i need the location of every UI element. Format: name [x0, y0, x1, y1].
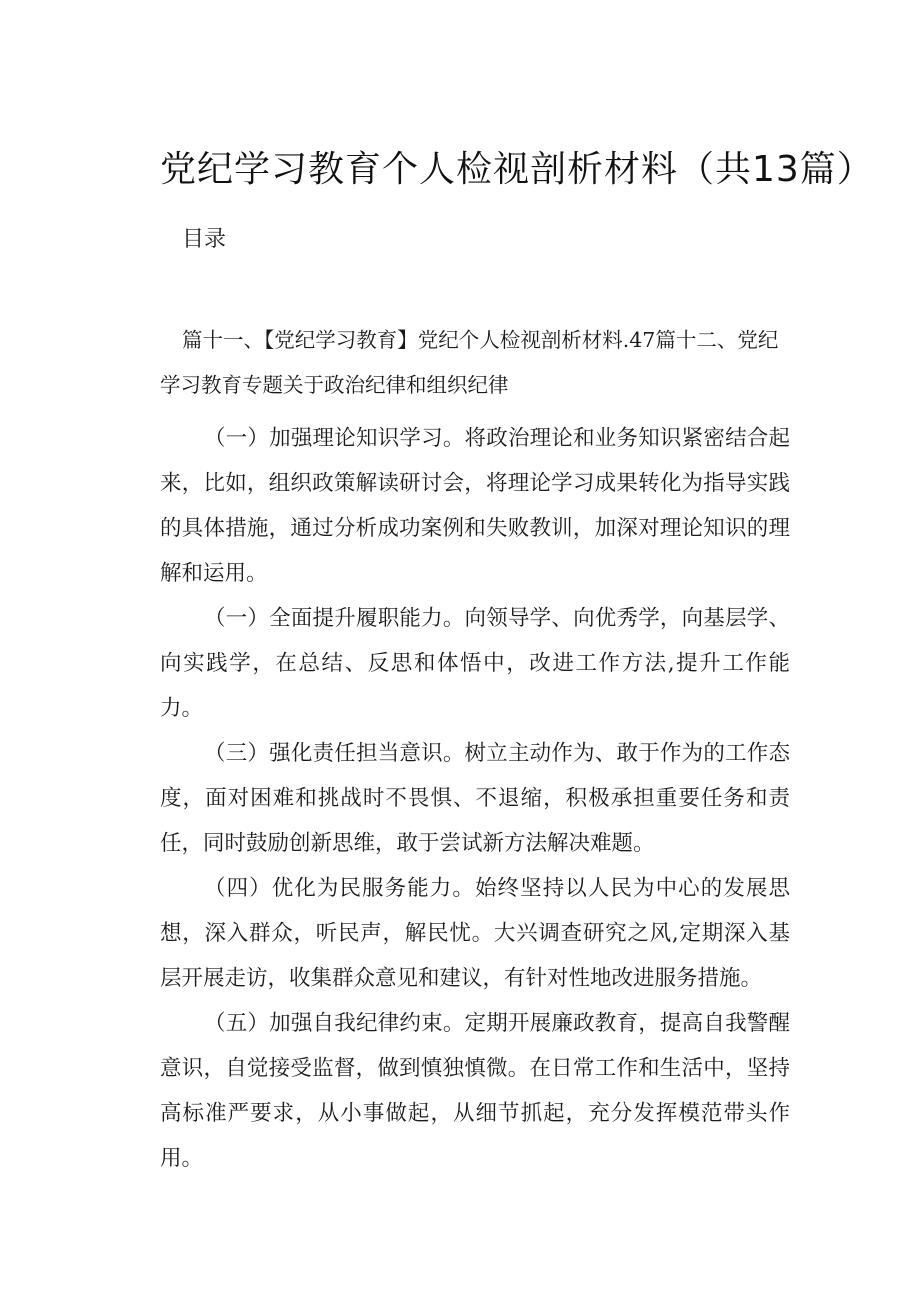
document-title: 党纪学习教育个人检视剖析材料（共13篇）: [160, 149, 874, 190]
paragraph-theory-study: （一）加强理论知识学习。将政治理论和业务知识紧密结合起来，比如，组织政策解读研讨会，将理论学习成果转化为指导实践的具体措施，通过分析成功案例和失败教训，加深对理论知识的理解和运用。: [160, 426, 790, 586]
toc-heading: 目录: [182, 227, 227, 252]
paragraph-responsibility: （三）强化责任担当意识。树立主动作为、敢于作为的工作态度，面对困难和挑战时不畏惧、不退缩，积极承担重要任务和责任，同时鼓励创新思维，敢于尝试新方法解决难题。: [160, 741, 790, 856]
toc-entry: 篇十一、【党纪学习教育】党纪个人检视剖析材料.47篇十二、党纪学习教育专题关于政治纪律和组织纪律: [160, 328, 779, 397]
paragraph-duty-ability: （一）全面提升履职能力。向领导学、向优秀学，向基层学、向实践学，在总结、反思和体悟中，改进工作方法,提升工作能力。: [160, 606, 790, 721]
paragraph-self-discipline: （五）加强自我纪律约束。定期开展廉政教育，提高自我警醒意识，自觉接受监督，做到慎独慎微。在日常工作和生活中，坚持高标准严要求，从小事做起，从细节抓起，充分发挥模范带头作用。: [160, 1011, 790, 1171]
body-text: [160, 416, 790, 1181]
paragraph-public-service: （四）优化为民服务能力。始终坚持以人民为中心的发展思想，深入群众，听民声，解民忧。大兴调查研究之风,定期深入基层开展走访，收集群众意见和建议，有针对性地改进服务措施。: [160, 876, 790, 991]
